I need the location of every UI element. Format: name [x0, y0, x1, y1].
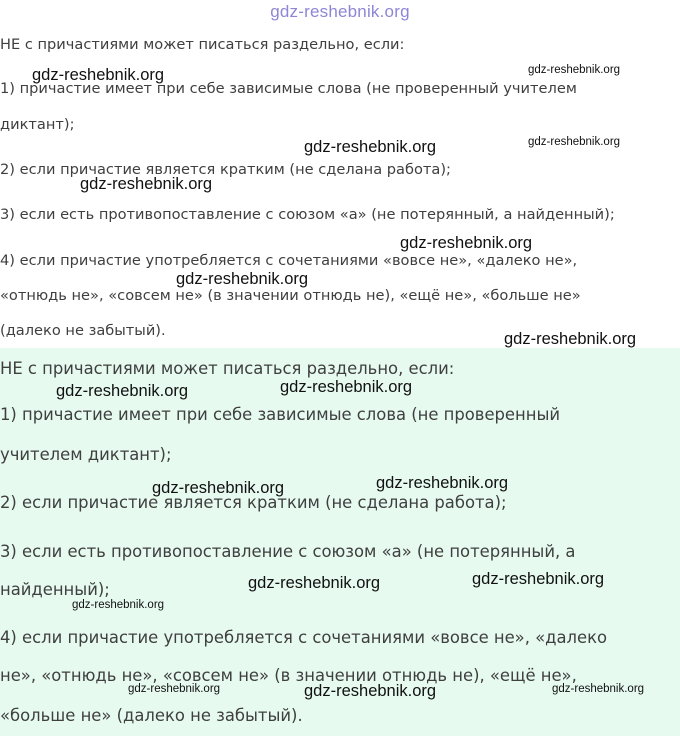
answer-bottom-line-5: 3) если есть противопоставление с союзом «а» (не потерянный, а — [0, 542, 576, 561]
watermark: gdz-reshebnik.org — [72, 599, 165, 611]
watermark: gdz-reshebnik.org — [376, 474, 509, 492]
watermark: gdz-reshebnik.org — [528, 64, 621, 76]
answer-block-bottom — [0, 348, 680, 736]
answer-top-line-7: «отнюдь не», «совсем не» (в значении отнюдь не), «ещё не», «больше не» — [0, 287, 581, 304]
answer-top-line-2: 1) причастие имеет при себе зависимые слова (не проверенный учителем — [0, 80, 577, 97]
answer-bottom-line-2: 1) причастие имеет при себе зависимые слова (не проверенный — [0, 405, 561, 424]
answer-top-line-4: 2) если причастие является кратким (не сделана работа); — [0, 161, 451, 178]
answer-bottom-line-6: найденный); — [0, 580, 110, 599]
answer-bottom-line-7: 4) если причастие употребляется с сочетаниями «вовсе не», «далеко — [0, 628, 608, 647]
answer-bottom-line-4: 2) если причастие является кратким (не сделана работа); — [0, 493, 507, 512]
answer-bottom-line-9: «больше не» (далеко не забытый). — [0, 706, 303, 725]
answer-bottom-line-1: НЕ с причастиями может писаться раздельно, если: — [0, 359, 455, 378]
watermark: gdz-reshebnik.org — [176, 270, 309, 288]
answer-block-top — [0, 0, 680, 348]
watermark: gdz-reshebnik.org — [400, 234, 533, 252]
watermark: gdz-reshebnik.org — [552, 683, 645, 695]
answer-top-line-1: НЕ с причастиями может писаться раздельно, если: — [0, 36, 405, 53]
answer-top-line-6: 4) если причастие употребляется с сочетаниями «вовсе не», «далеко не», — [0, 252, 578, 269]
watermark: gdz-reshebnik.org — [304, 682, 437, 700]
watermark: gdz-reshebnik.org — [32, 66, 165, 84]
watermark: gdz-reshebnik.org — [80, 175, 213, 193]
watermark: gdz-reshebnik.org — [280, 378, 413, 396]
answer-top-line-8: (далеко не забытый). — [0, 322, 166, 339]
watermark: gdz-reshebnik.org — [472, 570, 605, 588]
answer-top-line-3: диктант); — [0, 116, 75, 133]
watermark: gdz-reshebnik.org — [304, 138, 437, 156]
watermark: gdz-reshebnik.org — [248, 574, 381, 592]
watermark: gdz-reshebnik.org — [504, 330, 637, 348]
answer-bottom-line-8: не», «отнюдь не», «совсем не» (в значении отнюдь не), «ещё не», — [0, 666, 577, 685]
watermark: gdz-reshebnik.org — [152, 479, 285, 497]
watermark: gdz-reshebnik.org — [56, 382, 189, 400]
site-title[interactable]: gdz-reshebnik.org — [270, 2, 410, 21]
answer-top-line-5: 3) если есть противопоставление с союзом «а» (не потерянный, а найденный); — [0, 206, 615, 223]
watermark: gdz-reshebnik.org — [128, 683, 221, 695]
answer-bottom-line-3: учителем диктант); — [0, 445, 172, 464]
watermark: gdz-reshebnik.org — [528, 136, 621, 148]
